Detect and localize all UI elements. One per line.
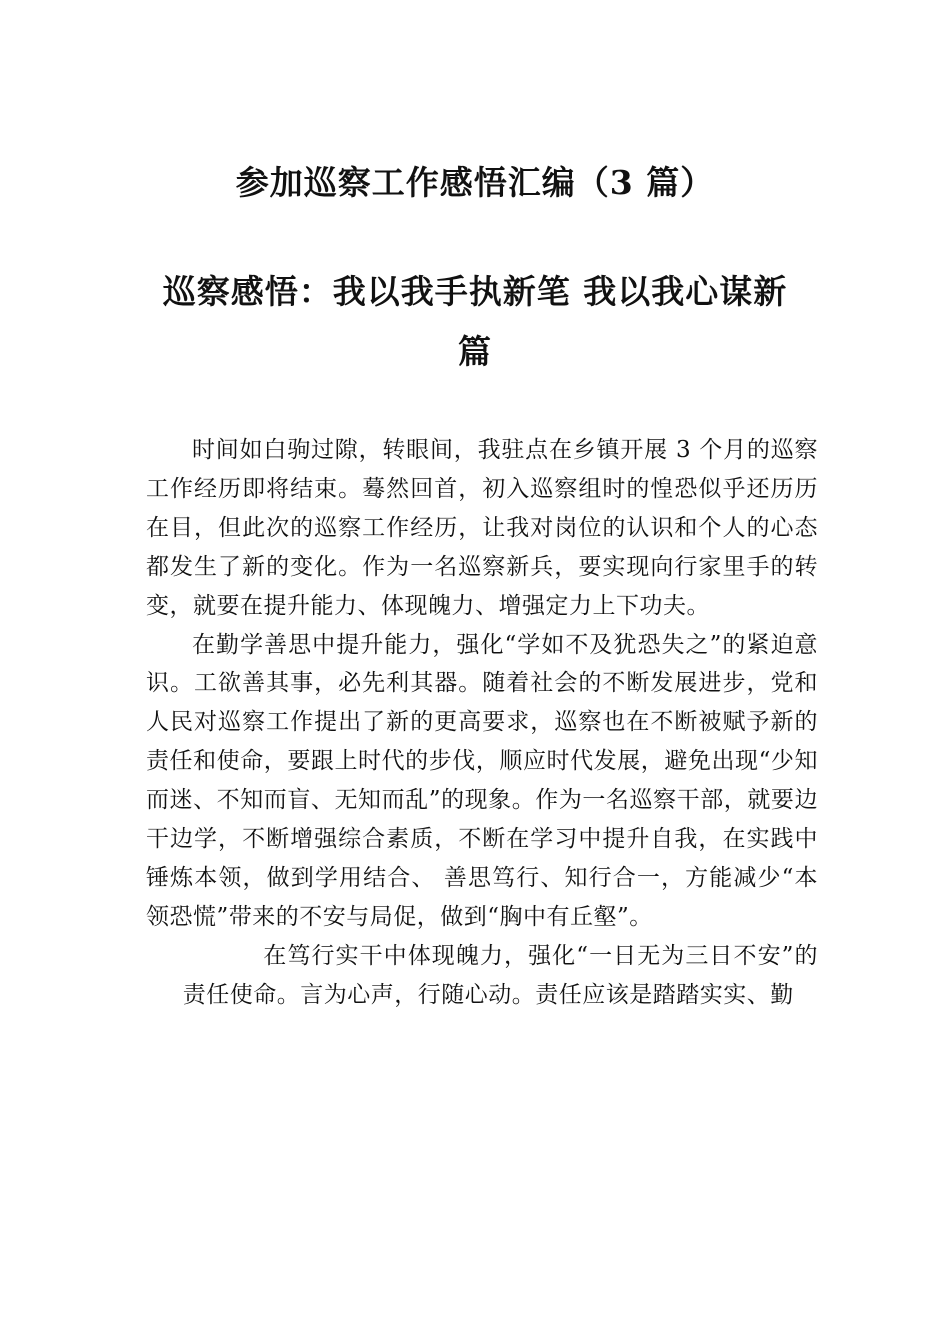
article-title [140,262,810,382]
article-title-line-2: 篇 [458,332,492,371]
article-body [146,431,818,1015]
paragraph-2: 在勤学善思中提升能力，强化“学如不及犹恐失之”的紧迫意识。工欲善其事，必先利其器。随着社会的不断发展进步，党和人民对巡察工作提出了新的更高要求，巡察也在不断被赋予新的责任和使命，要跟上时代的步伐，顺应时代发展，避免出现“少知而迷、不知而盲、无知而乱”的现象。作为一名巡察干部，就要边干边学，不断增强综合素质，不断在学习中提升自我，在实践中锤炼本领，做到学用结合、 善思笃行、知行合一，方能减少“本领恐慌”带来的不安与局促，做到“胸中有丘壑”。 [146,631,818,930]
document-title: 参加巡察工作感悟汇编（3 篇） [235,163,715,202]
article-title-line-1: 巡察感悟：我以我手执新笔 我以我心谋新 [162,272,788,311]
paragraph-1: 时间如白驹过隙，转眼间，我驻点在乡镇开展 3 个月的巡察工作经历即将结束。蓦然回首，初入巡察组时的惶恐似乎还历历在目，但此次的巡察工作经历，让我对岗位的认识和个人的心态都发生了新的变化。作为一名巡察新兵，要实现向行家里手的转变，就要在提升能力、体现魄力、增强定力上下功夫。 [146,437,818,619]
paragraph-3: 在笃行实干中体现魄力，强化“一日无为三日不安”的责任使命。言为心声，行随心动。责任应该是踏踏实实、勤 [182,942,818,1008]
